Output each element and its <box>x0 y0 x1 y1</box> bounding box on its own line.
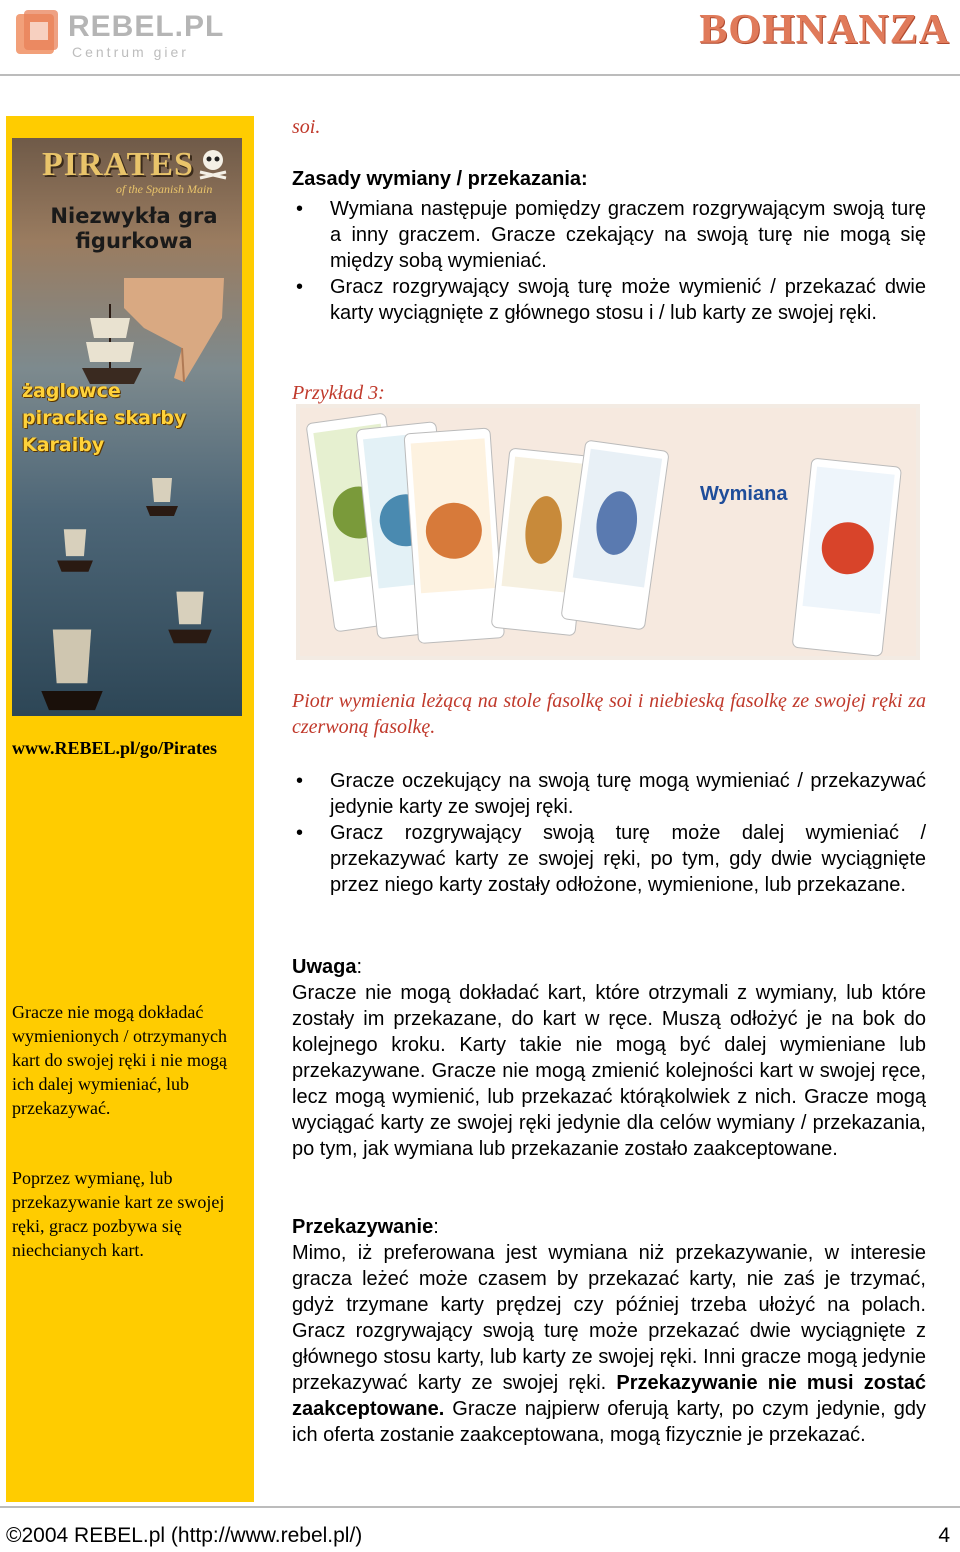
table-cards <box>491 440 669 636</box>
ad-bullet-item: Karaiby <box>22 434 105 456</box>
page-number: 4 <box>938 1524 950 1547</box>
exchange-rules-list <box>292 196 926 326</box>
header-divider <box>0 74 960 76</box>
transfer-text: Mimo, iż preferowana jest wymiana niż przekazywanie, w interesie gracza leżeć może czasem by przekazać karty, nie zaś je trzymać, gdyż trzymane karty prędzej czy później trzeba ułożyć na polach. Gracz rozgrywający swoją turę może przekazać dwie wyciągnięte z głównego stosu karty, lub karty ze swojej ręki. Inni gracze mogą jedynie przekazywać karty ze swojej ręki. Przekazywanie nie musi zostać zaakceptowane. Gracze najpierw oferują karty, po czym jedynie, gdy ich oferta zostanie zaakceptowana, mogą fizycznie je przekazać. <box>292 1242 927 1446</box>
ad-tagline <box>36 204 232 254</box>
ad-link[interactable]: www.REBEL.pl/go/Pirates <box>12 738 218 758</box>
skull-icon <box>196 146 230 180</box>
rebel-logo-icon <box>14 8 62 58</box>
list-item: • Wymiana następuje pomiędzy graczem rozgrywającym swoją turę a inny graczem. Gracze czekający na swoją turę nie mogą się między sobą wymieniać. <box>296 198 926 272</box>
list-item: • Gracz rozgrywający swoją turę może dalej wymieniać / przekazywać karty ze swojej ręki, po tym, gdy dwie wyciągnięte przez niego karty zostały odłożone, wymienione, lub przekazane. <box>296 822 926 896</box>
continued-text: soi. <box>292 116 321 138</box>
example-caption: Piotr wymienia leżącą na stole fasolkę soi i niebieską fasolkę ze swojej ręki za czerwoną fasolkę. <box>292 690 926 738</box>
rebel-logo[interactable] <box>14 8 225 64</box>
sidebar-note-1: Gracze nie mogą dokładać wymienionych / otrzymanych kart do swojej ręki i nie mogą ich dalej wymieniać, lub przekazywać. <box>12 1002 227 1118</box>
ad-title: PIRATES <box>42 146 194 183</box>
ship-icon <box>32 618 112 714</box>
transfer-section <box>292 1214 926 1448</box>
page-header <box>0 0 960 80</box>
ship-icon <box>52 518 98 574</box>
sidebar-note-2: Poprzez wymianę, lub przekazywanie kart ze swojej ręki, gracz pozbywa się niechcianych kart. <box>12 1168 225 1260</box>
list-item: • Gracze oczekujący na swoją turę mogą wymieniać / przekazywać jedynie karty ze swojej ręki. <box>296 770 926 818</box>
note-heading: Uwaga: <box>292 956 363 978</box>
list-item: • Gracz rozgrywający swoją turę może wymienić / przekazać dwie karty wyciągnięte z głównego stosu i / lub karty ze swojej ręki. <box>296 276 926 324</box>
exchange-heading: Zasady wymiany / przekazania: <box>292 168 588 190</box>
waiting-rules-list <box>292 768 926 898</box>
hand-cards <box>306 413 504 644</box>
footer-copyright: ©2004 REBEL.pl (http://www.rebel.pl/) <box>6 1524 363 1547</box>
ad-tagline-line2: figurkowa <box>75 229 193 253</box>
ship-icon <box>72 298 152 388</box>
rebel-logo-text: REBEL.PL <box>68 10 225 43</box>
footer-divider <box>0 1506 960 1508</box>
ad-bullets <box>22 378 186 459</box>
exchange-label: Wymiana <box>700 483 788 505</box>
note-text: Gracze nie mogą dokładać kart, które otrzymali z wymiany, lub które zostały im przekazane, do kart w ręce. Muszą odłożyć je na bok do kolejnego kroku. Karty takie nie mogą być dalej wymieniane lub przekazywane. Gracze nie mogą zmienić kolejności kart w swojej ręce, lecz mogą wymienić, lub przekazać którąkolwiek z nich. Gracze mogą wyciągać karty ze swojej ręki jedynie dla celów wymiany / przekazania, po tym, jak wymiana lub przekazanie zostało zaakceptowane. <box>292 982 926 1160</box>
sidebar <box>6 116 254 1502</box>
pirates-ad-banner[interactable] <box>12 138 242 716</box>
ad-subtitle: of the Spanish Main <box>116 182 213 196</box>
bohnanza-logo: BOHNANZA <box>699 7 950 53</box>
note-section <box>292 954 926 1162</box>
rebel-logo-subtitle: Centrum gier <box>72 44 189 60</box>
example-label: Przykład 3: <box>292 382 385 404</box>
example-cards-image <box>296 404 920 660</box>
ship-icon <box>142 468 182 518</box>
ad-tagline-line1: Niezwykła gra <box>50 204 218 228</box>
received-card <box>792 458 901 656</box>
ad-bullet-item: żaglowce <box>22 380 121 402</box>
ad-bullet-item: pirackie skarby <box>22 407 187 429</box>
transfer-heading: Przekazywanie: <box>292 1216 439 1238</box>
ship-icon <box>162 578 218 646</box>
